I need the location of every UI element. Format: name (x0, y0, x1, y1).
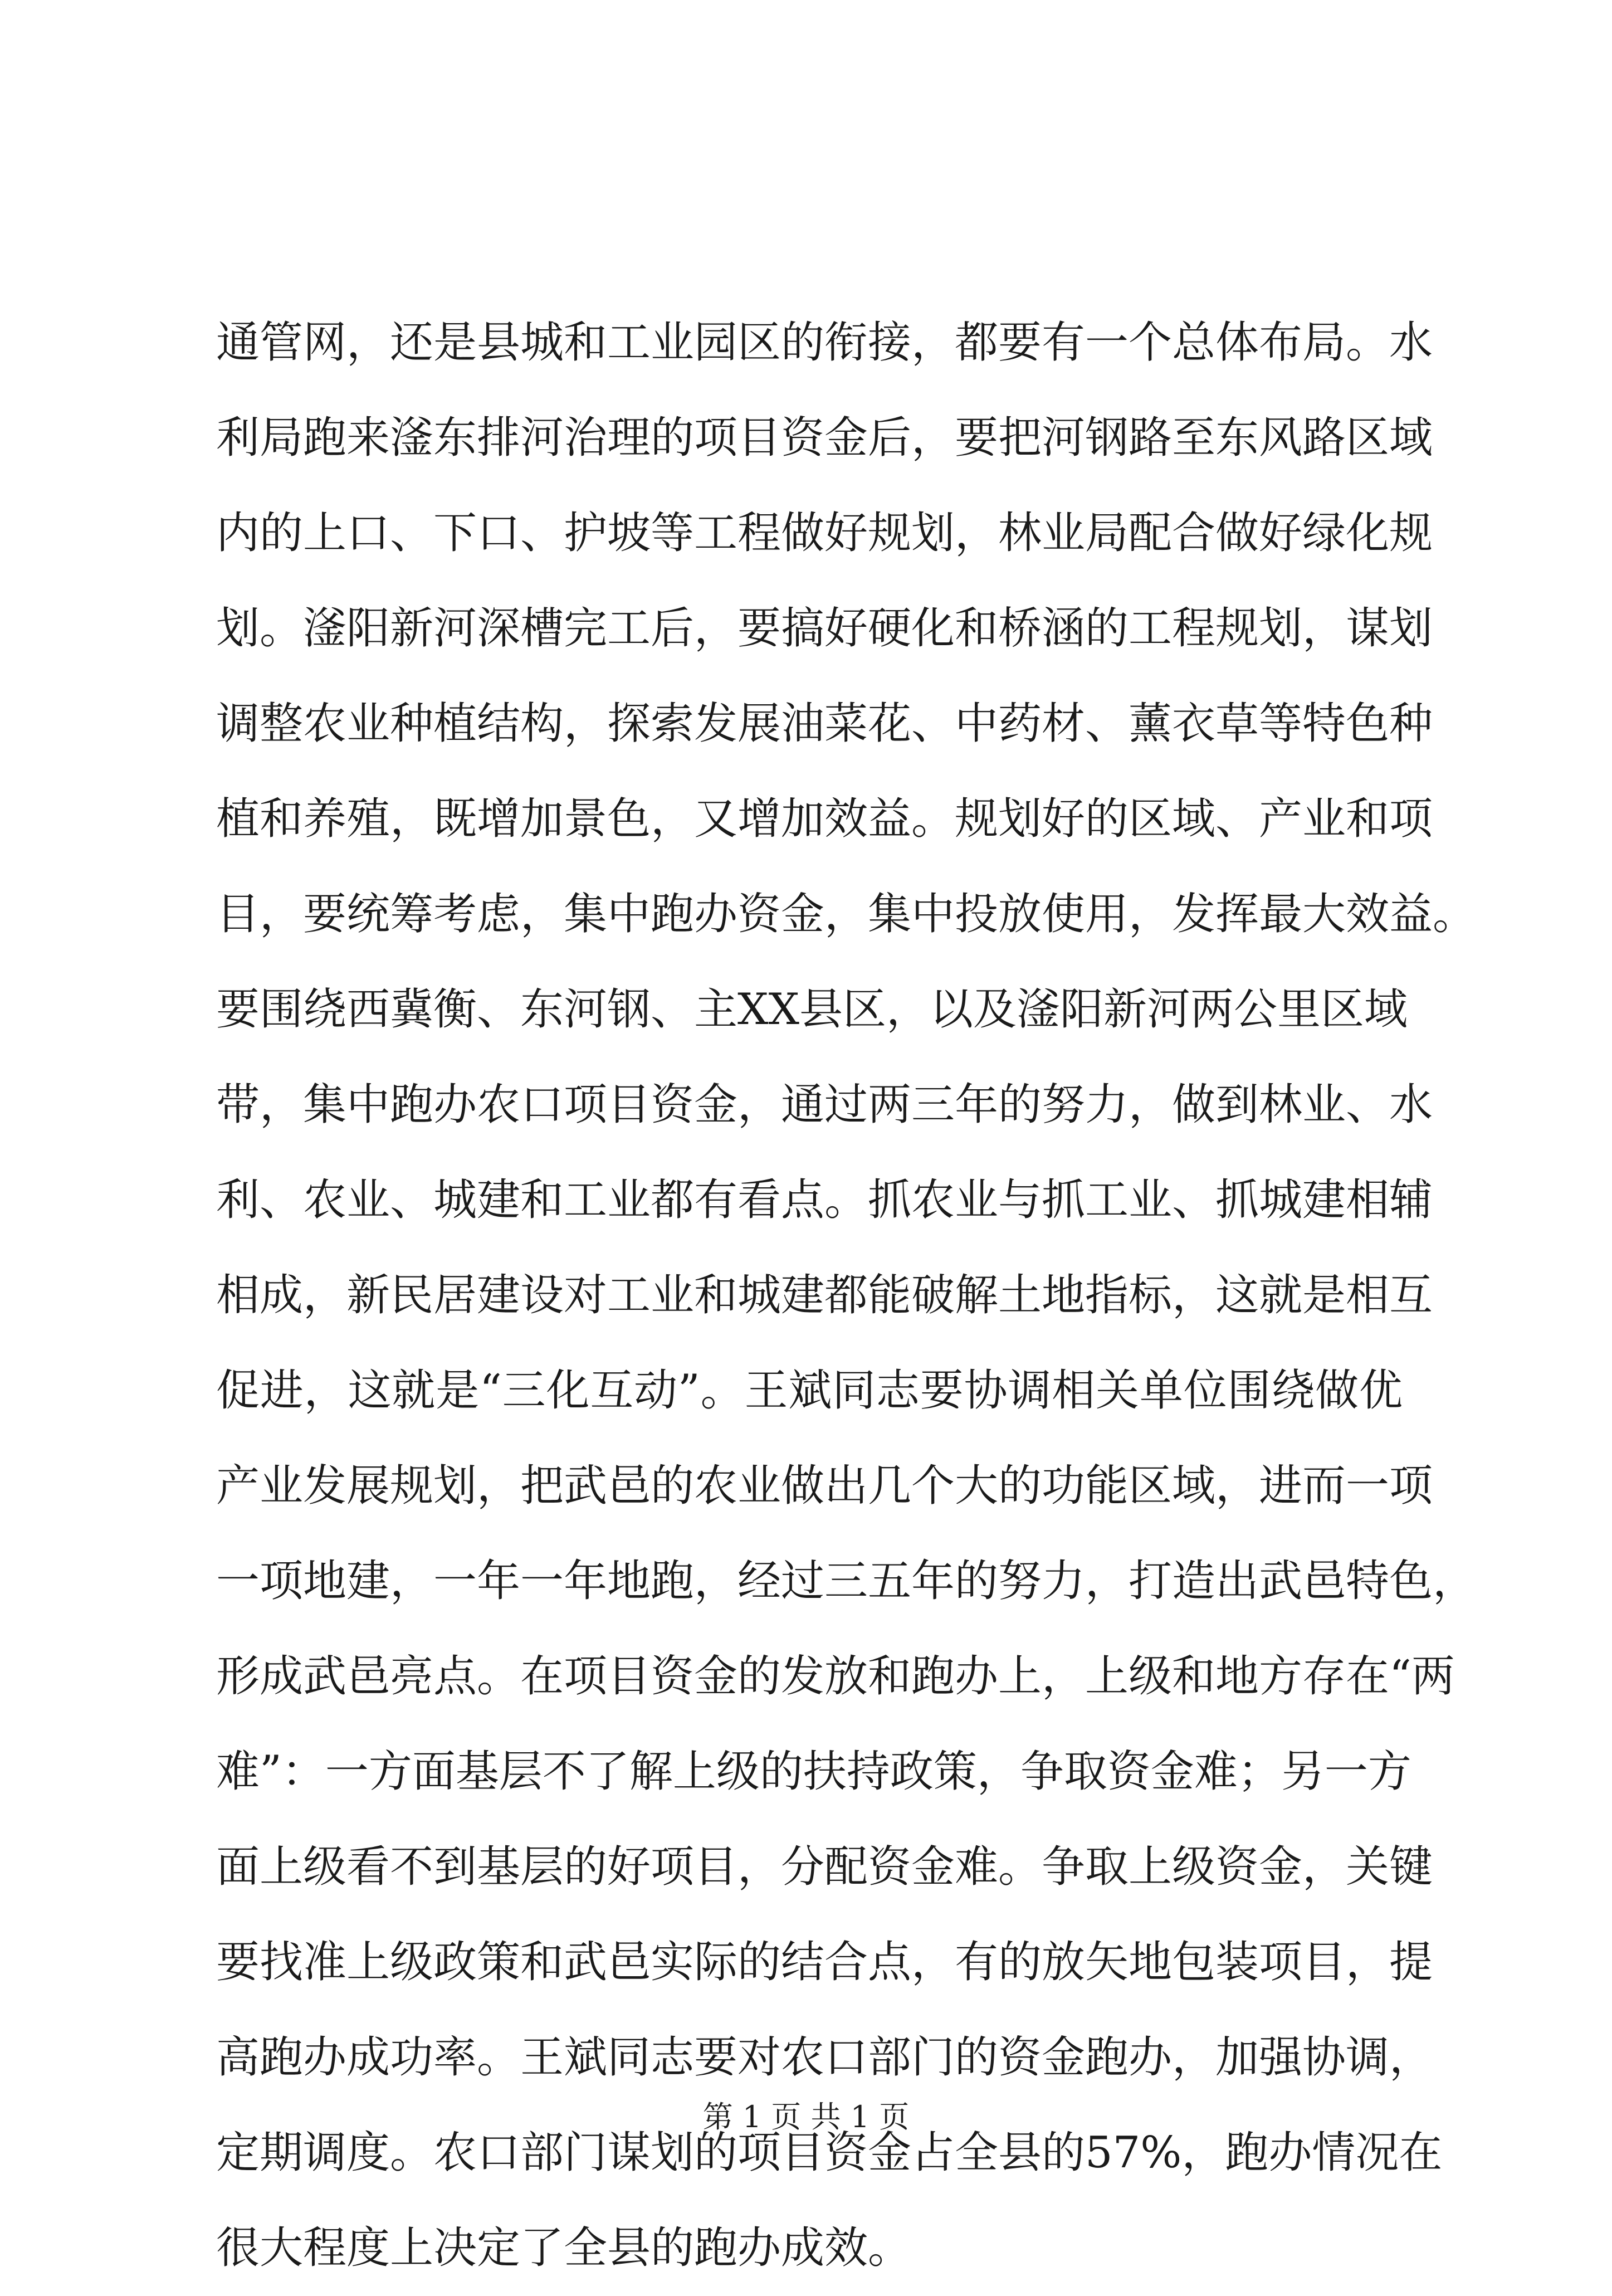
text-line: 难”：一方面基层不了解上级的扶持政策，争取资金难；另一方 (216, 1747, 1411, 1797)
text-line: 要围绕西冀衡、东河钢、主XX县区，以及滏阳新河两公里区域 (216, 984, 1408, 1035)
text-line: 通管网，还是县城和工业园区的衔接，都要有一个总体布局。水 (216, 318, 1433, 368)
text-line: 促进，这就是“三化互动”。王斌同志要协调相关单位围绕做优 (216, 1366, 1403, 1416)
text-line: 带，集中跑办农口项目资金，通过两三年的努力，做到林业、水 (216, 1080, 1433, 1130)
text-line: 植和养殖，既增加景色，又增加效益。规划好的区域、产业和项 (216, 794, 1433, 844)
text-line: 产业发展规划，把武邑的农业做出几个大的功能区域，进而一项 (216, 1461, 1433, 1511)
text-line: 目，要统筹考虑，集中跑办资金，集中投放使用，发挥最大效益。 (216, 889, 1477, 939)
text-line: 划。滏阳新河深槽完工后，要搞好硬化和桥涵的工程规划，谋划 (216, 603, 1433, 654)
text-line: 一项地建，一年一年地跑，经过三五年的努力，打造出武邑特色， (216, 1556, 1477, 1606)
text-line: 相成，新民居建设对工业和城建都能破解土地指标，这就是相互 (216, 1270, 1433, 1320)
text-line: 要找准上级政策和武邑实际的结合点，有的放矢地包装项目，提 (216, 1937, 1433, 1987)
body-paragraph (216, 295, 1477, 2296)
text-line: 很大程度上决定了全县的跑办成效。 (216, 2223, 912, 2273)
page-footer: 第 1 页 共 1 页 (702, 2099, 910, 2134)
text-line: 定期调度。农口部门谋划的项目资金占全县的57%，跑办情况在 (216, 2128, 1443, 2178)
text-line: 面上级看不到基层的好项目，分配资金难。争取上级资金，关键 (216, 1842, 1433, 1892)
text-line: 利、农业、城建和工业都有看点。抓农业与抓工业、抓城建相辅 (216, 1175, 1433, 1225)
text-line: 高跑办成功率。王斌同志要对农口部门的资金跑办，加强协调， (216, 2032, 1433, 2083)
text-line: 利局跑来滏东排河治理的项目资金后，要把河钢路至东风路区域 (216, 413, 1433, 463)
text-line: 调整农业种植结构，探索发展油菜花、中药材、薰衣草等特色种 (216, 699, 1433, 749)
text-line: 形成武邑亮点。在项目资金的发放和跑办上，上级和地方存在“两 (216, 1651, 1455, 1702)
text-line: 内的上口、下口、护坡等工程做好规划，林业局配合做好绿化规 (216, 508, 1433, 558)
